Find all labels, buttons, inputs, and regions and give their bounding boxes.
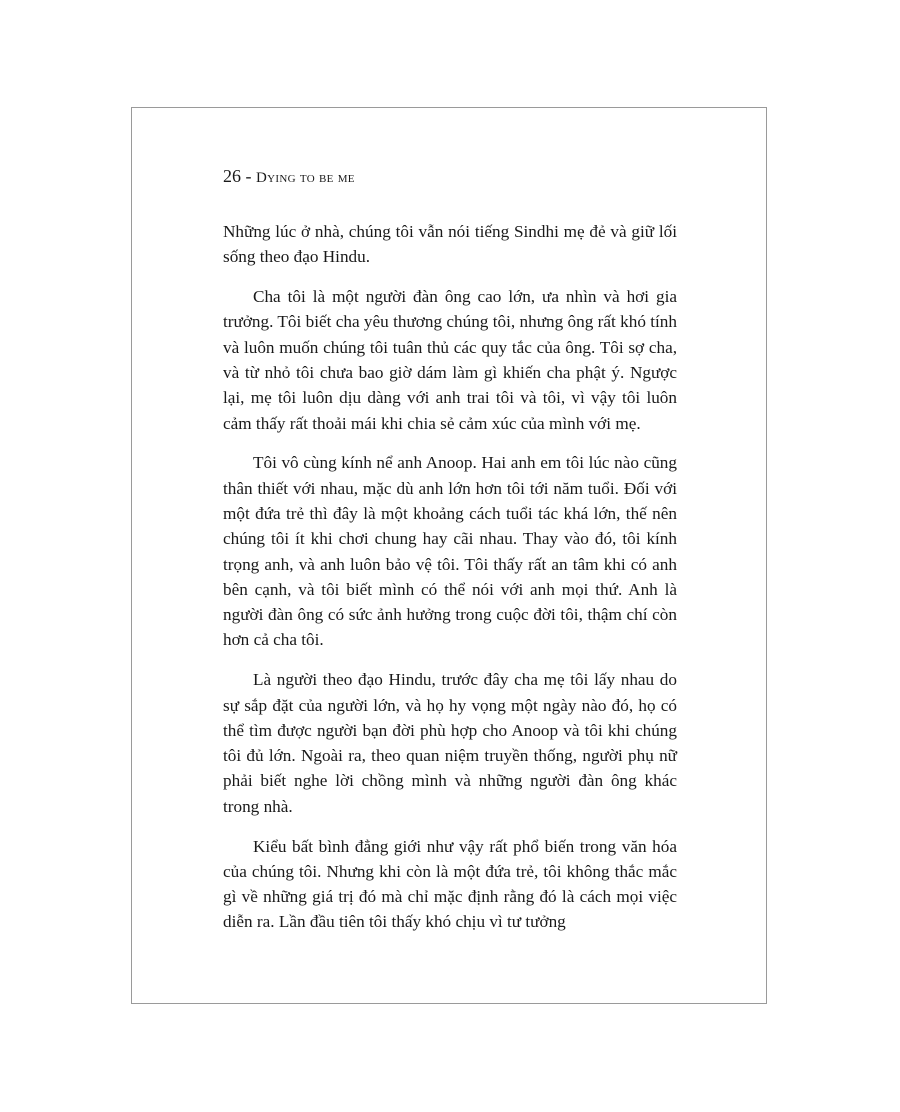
- book-title: Dying to be me: [256, 170, 355, 186]
- paragraph: Những lúc ở nhà, chúng tôi vẫn nói tiếng Sindhi mẹ đẻ và giữ lối sống theo đạo Hindu.: [223, 222, 677, 267]
- paragraph: Tôi vô cùng kính nể anh Anoop. Hai anh em tôi lúc nào cũng thân thiết với nhau, mặc dù anh lớn hơn tôi tới năm tuổi. Đối với một đứa trẻ thì đây là một khoảng cách tuổi tác khá lớn, thế nên chúng tôi ít khi chơi chung hay cãi nhau. Thay vào đó, tôi kính trọng anh, và anh luôn bảo vệ tôi. Tôi thấy rất an tâm khi có anh bên cạnh, và tôi biết mình có thể nói với anh mọi thứ. Anh là người đàn ông có sức ảnh hưởng trong cuộc đời tôi, thậm chí còn hơn cả cha tôi.: [223, 453, 677, 650]
- page-number: 26: [223, 166, 241, 186]
- book-page: [131, 107, 767, 1004]
- paragraph: Cha tôi là một người đàn ông cao lớn, ưa nhìn và hơi gia trưởng. Tôi biết cha yêu thương chúng tôi, nhưng ông rất khó tính và luôn muốn chúng tôi tuân thủ các quy tắc của ông. Tôi sợ cha, và từ nhỏ tôi chưa bao giờ dám làm gì khiến cha phật ý. Ngược lại, mẹ tôi luôn dịu dàng với anh trai tôi và tôi, vì vậy tôi luôn cảm thấy rất thoải mái khi chia sẻ cảm xúc của mình với mẹ.: [223, 287, 677, 433]
- body-text: [223, 219, 677, 935]
- paragraph: Là người theo đạo Hindu, trước đây cha mẹ tôi lấy nhau do sự sắp đặt của người lớn, và họ hy vọng một ngày nào đó, họ có thể tìm được người bạn đời phù hợp cho Anoop và tôi khi chúng tôi đủ lớn. Ngoài ra, theo quan niệm truyền thống, người phụ nữ phải biết nghe lời chồng mình và những người đàn ông khác trong nhà.: [223, 670, 677, 816]
- header-separator: -: [241, 166, 256, 186]
- running-head: [223, 166, 355, 188]
- paragraph: Kiểu bất bình đẳng giới như vậy rất phổ biến trong văn hóa của chúng tôi. Nhưng khi còn là một đứa trẻ, tôi không thắc mắc gì về những giá trị đó mà chỉ mặc định rằng đó là cách mọi việc diễn ra. Lần đầu tiên tôi thấy khó chịu vì tư tưởng: [223, 836, 677, 932]
